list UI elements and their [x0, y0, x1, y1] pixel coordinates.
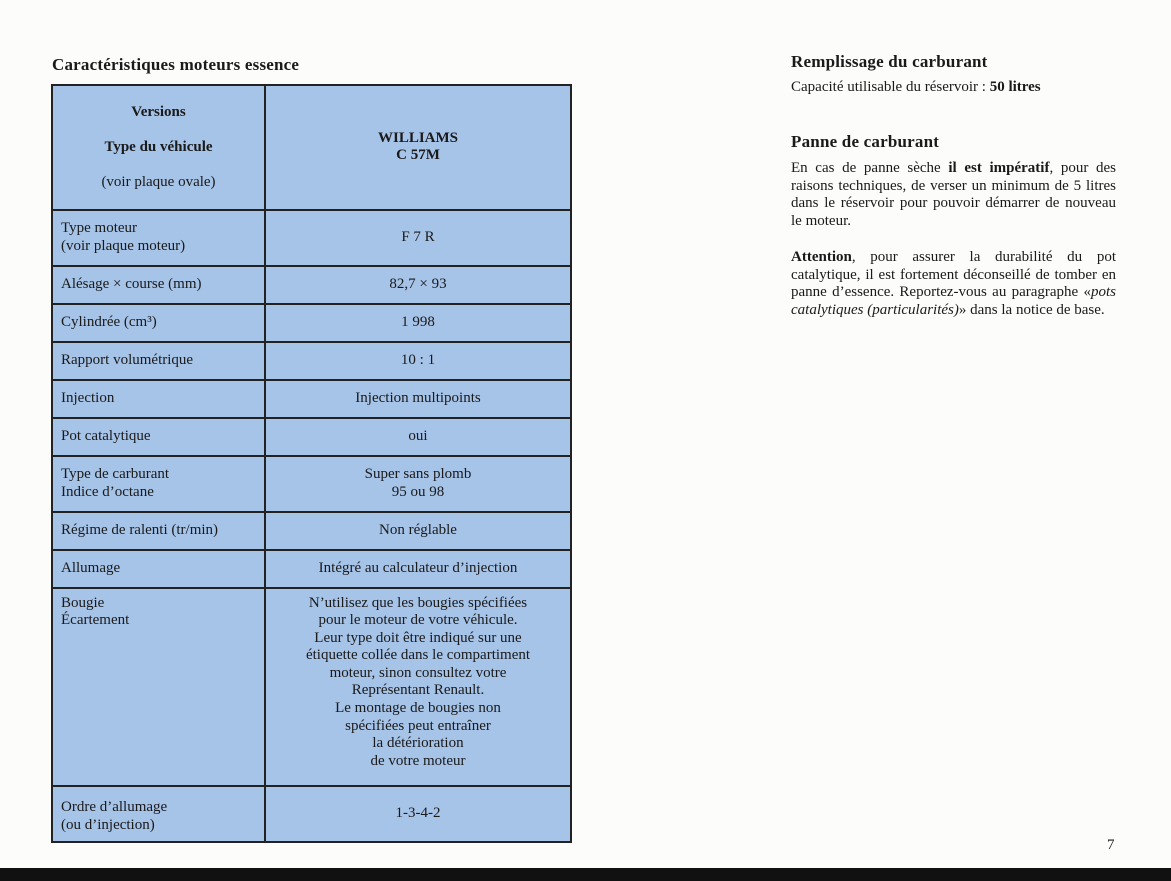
row-label: Cylindrée (cm³): [52, 304, 265, 342]
fuel-filling-title: Remplissage du carburant: [791, 52, 988, 71]
attention-text-end: » dans la notice de base.: [958, 301, 1105, 318]
table-header-row: [52, 85, 571, 210]
panne-text-emphasis: il est impératif: [948, 160, 1050, 176]
fuel-shortage-paragraph: [791, 160, 1116, 230]
table-row: [52, 266, 571, 304]
engine-spec-table: [51, 84, 572, 843]
row-label: Bougie Écartement: [52, 588, 265, 786]
panne-text-start: En cas de panne sèche: [791, 160, 949, 176]
row-value: Injection multipoints: [265, 380, 571, 418]
header-versions: Versions: [131, 103, 186, 120]
row-value: N’utilisez que les bougies spécifiées pour le moteur de votre véhicule. Leur type doit être indiqué sur une étiquette collée dans le compartiment moteur, sinon consultez votre Représentant Renault. Le montage de bougies non spécifiées peut entraîner la détérioration de votre moteur: [265, 588, 571, 786]
table-row: [52, 342, 571, 380]
table-row: [52, 588, 571, 786]
capacity-value: 50 litres: [989, 79, 1041, 95]
table-row: [52, 418, 571, 456]
row-value: Super sans plomb 95 ou 98: [265, 456, 571, 512]
row-label: Pot catalytique: [52, 418, 265, 456]
row-value: Intégré au calculateur d’injection: [265, 550, 571, 588]
panne-text-end: , pour des raisons techniques, de verser un minimum de 5 litres dans le réservoir pour pouvoir démarrer de nouveau le moteur.: [791, 160, 1116, 229]
header-model-cell: WILLIAMS C 57M: [265, 85, 571, 210]
row-value: F 7 R: [265, 210, 571, 266]
attention-text-start: , pour assurer la durabilité du pot catalytique, il est fortement déconseillé de tomber en panne d’essence. Reportez-vous au paragraphe «: [791, 249, 1116, 300]
row-label: Allumage: [52, 550, 265, 588]
row-label: Régime de ralenti (tr/min): [52, 512, 265, 550]
row-value: 10 : 1: [265, 342, 571, 380]
row-label: Alésage × course (mm): [52, 266, 265, 304]
table-row: [52, 210, 571, 266]
bottom-border: [0, 868, 1171, 881]
row-value: oui: [265, 418, 571, 456]
row-value: 1-3-4-2: [265, 786, 571, 842]
attention-label: Attention: [791, 249, 852, 265]
header-vehicle-type: Type du véhicule: [104, 138, 213, 155]
capacity-label: Capacité utilisable du réservoir :: [791, 79, 990, 95]
row-value: Non réglable: [265, 512, 571, 550]
attention-paragraph: [791, 249, 1116, 319]
table-row: [52, 304, 571, 342]
row-label: Ordre d’allumage (ou d’injection): [52, 786, 265, 842]
table-row: [52, 786, 571, 842]
row-label: Rapport volumétrique: [52, 342, 265, 380]
table-row: [52, 380, 571, 418]
row-value: 1 998: [265, 304, 571, 342]
spec-table-title: Caractéristiques moteurs essence: [52, 55, 300, 74]
row-label: Type de carburant Indice d’octane: [52, 456, 265, 512]
header-label-cell: [52, 85, 265, 210]
table-row: [52, 456, 571, 512]
attention-reference: pots catalytiques (particularités): [791, 284, 1116, 318]
header-plate-note: (voir plaque ovale): [101, 173, 216, 190]
page-number: 7: [1107, 837, 1115, 853]
table-row: [52, 550, 571, 588]
row-label: Type moteur (voir plaque moteur): [52, 210, 265, 266]
row-label: Injection: [52, 380, 265, 418]
table-row: [52, 512, 571, 550]
tank-capacity-text: [791, 79, 1116, 96]
row-value: 82,7 × 93: [265, 266, 571, 304]
fuel-shortage-title: Panne de carburant: [791, 132, 940, 151]
